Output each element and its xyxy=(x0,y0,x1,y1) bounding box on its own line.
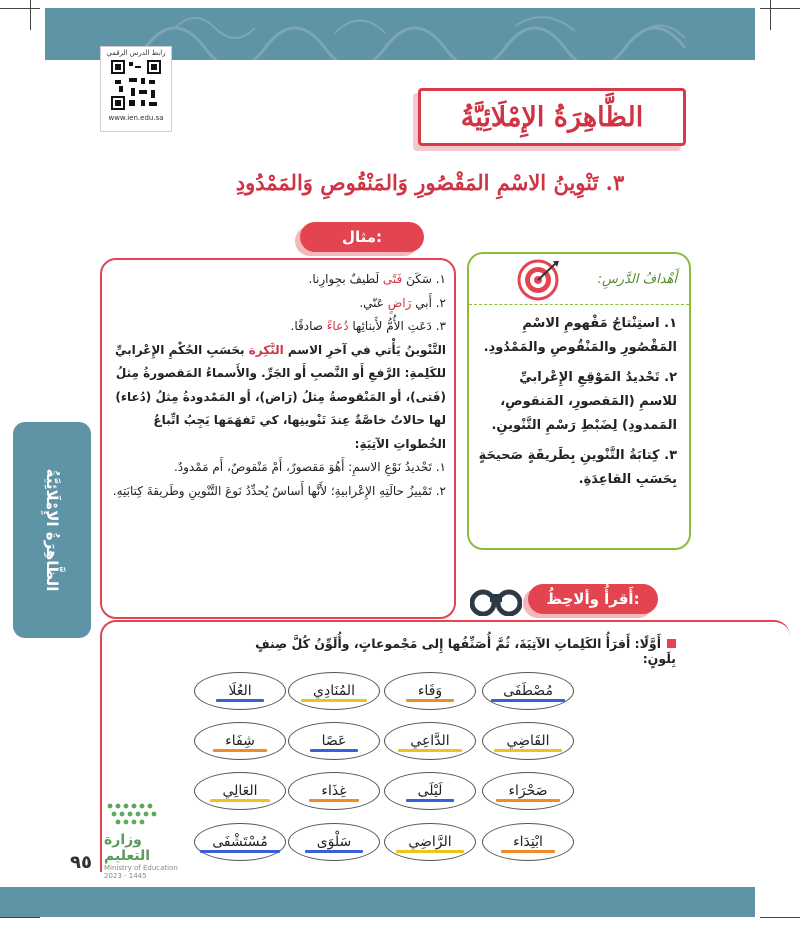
binoculars-icon xyxy=(470,586,522,616)
word-underline xyxy=(210,799,269,802)
word-underline xyxy=(310,749,359,752)
ministry-year: 2023 - 1445 xyxy=(104,872,147,880)
objectives-header xyxy=(469,254,689,305)
ministry-logo xyxy=(104,800,182,880)
word-underline xyxy=(501,850,555,853)
objective-item: ٣. كِتابَةُ التَّنْوينِ بِطَريقَةٍ صَحيحَةٍ بِحَسَبِ القاعِدَةِ. xyxy=(478,448,677,487)
word-oval[interactable] xyxy=(288,823,380,861)
word-text: القَاضِي xyxy=(506,733,549,749)
word-oval[interactable] xyxy=(482,672,574,710)
bullet-square-icon xyxy=(667,639,676,648)
word-oval[interactable] xyxy=(384,772,476,810)
qr-url[interactable]: www.ien.edu.sa xyxy=(108,114,164,122)
word-text: لَيْلَى xyxy=(418,783,443,799)
ministry-dots-icon xyxy=(104,800,164,828)
word-text: سَلْوَى xyxy=(317,834,352,850)
crop-mark xyxy=(30,0,31,30)
side-tab xyxy=(13,422,91,638)
word-oval[interactable] xyxy=(288,672,380,710)
word-underline xyxy=(398,749,461,752)
example-heading: مثال: xyxy=(341,228,383,246)
word-text: مُسْتَشْفَى xyxy=(212,834,267,850)
qr-code-panel[interactable] xyxy=(100,46,172,132)
word-oval[interactable] xyxy=(288,722,380,760)
example-line: ٢. أَبي رَاضٍ عَنّي. xyxy=(359,295,446,310)
objectives-box xyxy=(467,252,691,550)
target-icon xyxy=(517,259,559,301)
word-underline xyxy=(305,850,364,853)
section-title: الظَّاهِرَةُ الإِمْلَائِيَّةُ xyxy=(460,101,644,133)
word-oval[interactable] xyxy=(288,772,380,810)
word-underline xyxy=(406,799,455,802)
word-oval[interactable] xyxy=(482,823,574,861)
word-text: المُنَادِي xyxy=(313,683,355,699)
word-oval[interactable] xyxy=(194,772,286,810)
bottom-band xyxy=(0,887,755,917)
step-item: ١. تَحْديدُ نَوْعِ الاسمِ: أَهُوَ مَقصورٌ، أَمْ مَنْقوصٌ، أَم مَمْدودٌ. xyxy=(173,460,446,474)
word-oval[interactable] xyxy=(384,722,476,760)
word-oval[interactable] xyxy=(194,672,286,710)
section-title-box xyxy=(418,88,686,146)
word-oval[interactable] xyxy=(194,722,286,760)
read-observe-label: أَقرأُ وألاحِظُ: xyxy=(546,590,640,608)
word-underline xyxy=(213,749,267,752)
word-text: وَفَاء xyxy=(418,683,442,699)
word-oval[interactable] xyxy=(482,722,574,760)
crop-mark xyxy=(770,0,771,30)
word-text: شِفَاء xyxy=(225,733,255,749)
side-tab-label: الظَّاهِرَةُ الإِمْلَائِيَّةُ xyxy=(43,468,61,592)
word-underline xyxy=(396,850,463,853)
word-underline xyxy=(494,749,561,752)
crop-mark xyxy=(760,917,800,918)
objectives-heading: أَهْدافُ الدَّرسِ: xyxy=(597,272,677,287)
rule-paragraph: التَّنْوينُ يَأْتي في آخرِ الاسم النَّكِرة بحَسَبِ الحُكْمِ الإِعْرابيِّ للكَلِمةِ: الرَّفعِ أَو النَّصبِ أَو الجَرِّ. والأَسماءُ المَقصورةُ مِثلُ (فَتى)، أو المَنْقوصةُ مِثلُ (رَاض)، أو المَمْدودةُ مِثلُ (دُعاء) لها حالاتٌ خاصَّةٌ عِندَ تَنْوينِها، كي تَفهَمَها يَجِبُ اتِّباعُ الخُطواتِ الآتِيَةِ: xyxy=(114,342,446,451)
page-number: ٩٥ xyxy=(70,852,92,873)
word-text: الدَّاعِي xyxy=(410,733,449,749)
decorative-pattern xyxy=(135,8,755,60)
crop-mark xyxy=(760,8,800,9)
ministry-name: وزارة التعليم xyxy=(104,832,151,864)
word-text: صَحْرَاء xyxy=(508,783,547,799)
word-text: العُلَا xyxy=(228,683,251,699)
word-oval[interactable] xyxy=(384,823,476,861)
word-text: عَصًا xyxy=(322,733,347,749)
crop-mark xyxy=(0,8,40,9)
example-line: ١. سَكَنَ فَتًى لَطيفٌ بجِوارِنا. xyxy=(308,272,446,286)
read-observe-pill xyxy=(528,584,658,614)
word-text: غِذَاء xyxy=(321,783,346,799)
objective-item: ٢. تَحْديدُ المَوْقِعِ الإِعْرابيِّ للاسمِ (المَقصورِ، المَنقوصِ، المَمدودِ) لِضَبْطِ رَسْمِ التَّنْوينِ. xyxy=(491,370,677,433)
objective-item: ١. استِنْتاجُ مَفْهومِ الاسْمِ المَقْصُورِ والمَنْقُوصِ والمَمْدُودِ. xyxy=(483,316,677,355)
step-item: ٢. تَمْييزُ حالَتِهِ الإِعْرابيةِ؛ لأَنَّها أَساسٌ يُحدِّدُ نَوعَ التَّنْوينِ وطَريقةَ كِتابَتِهِ. xyxy=(112,483,446,498)
word-underline xyxy=(406,699,454,702)
word-text: ابْتِدَاء xyxy=(513,834,543,850)
example-heading-pill xyxy=(300,222,424,252)
word-underline xyxy=(309,799,358,802)
ministry-name-en: Ministry of Education xyxy=(104,864,178,872)
crop-mark xyxy=(0,917,40,918)
word-oval[interactable] xyxy=(384,672,476,710)
word-text: الرَّاضِي xyxy=(408,834,451,850)
lesson-title: ٣. تَنْوِينُ الاسْمِ المَقْصُورِ وَالمَنْقُوصِ وَالمَمْدُودِ xyxy=(235,170,625,195)
qr-caption: رابط الدرس الرقمي xyxy=(106,49,166,57)
word-oval[interactable] xyxy=(482,772,574,810)
word-text: العَالِي xyxy=(222,783,257,799)
example-text xyxy=(110,268,446,503)
word-underline xyxy=(496,799,559,802)
question-instruction: أَوَّلًا: أَقرَأُ الكَلِماتِ الآتِيَةَ، ثُمَّ أُصَنِّفُها إِلى مَجْموعاتٍ، وأُلَوِّنُ كُلَّ صِنفٍ بِلَونٍ: xyxy=(255,636,676,666)
word-underline xyxy=(216,699,263,702)
objectives-list xyxy=(477,312,677,498)
word-text: مُصْطَفَى xyxy=(503,683,553,699)
example-line: ٣. دَعَتِ الأُمُّ لأَبنائِها دُعاءً صادقًا. xyxy=(290,319,446,333)
word-underline xyxy=(200,850,279,853)
qr-code-icon xyxy=(111,60,161,110)
word-underline xyxy=(491,699,565,702)
word-oval[interactable] xyxy=(194,823,286,861)
word-underline xyxy=(301,699,367,702)
